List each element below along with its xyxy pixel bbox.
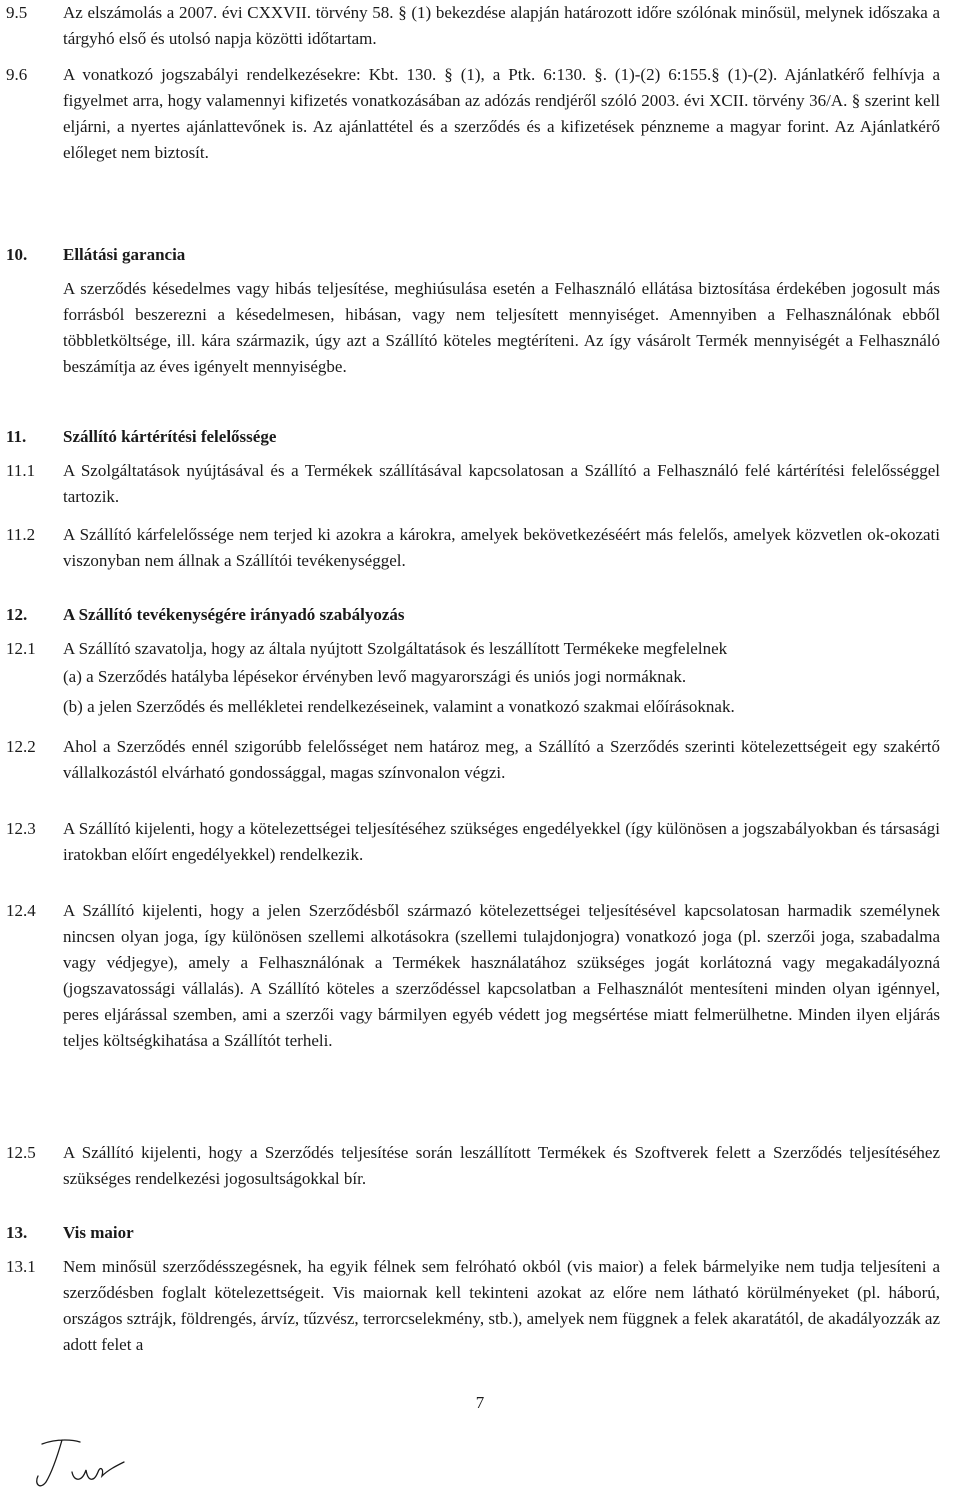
page-number: 7: [475, 1393, 485, 1412]
section-title: Ellátási garancia: [63, 245, 186, 264]
clause-text: Az elszámolás a 2007. évi CXXVII. törvény 58. § (1) bekezdése alapján határozott időre szólónak minősül, melynek időszaka a tárgyhó első és utolsó napja közötti időtartam.: [63, 3, 940, 48]
section-number: 12.: [6, 605, 28, 624]
clause-text: A vonatkozó jogszabályi rendelkezésekre: Kbt. 130. § (1), a Ptk. 6:130. §. (1)-(2) 6:155.§ (1)-(2). Ajánlatkérő felhívja a figyelmet arra, hogy valamennyi kifizetés vonatkozásában az adózás rendjéről szóló 2003. évi XCII. törvény 36/A. § szerint kell eljárni, a nyertes ajánlattevőnek is. Az ajánlattétel és a szerződés és a kifizetések pénzneme a magyar forint. Az Ajánlatkérő előleget nem biztosít.: [63, 65, 940, 162]
signature-initials: [28, 1432, 138, 1492]
clause-text: A Szállító kijelenti, hogy a Szerződés teljesítése során leszállított Termékek és Szoftverek felett a Szerződés teljesítéséhez szükséges rendelkezési jogosultságokkal bír.: [63, 1143, 940, 1188]
section-number: 13.: [6, 1223, 28, 1242]
clause-number: 11.2: [6, 525, 36, 544]
section-title: Vis maior: [63, 1223, 134, 1242]
clause-number: 9.5: [6, 3, 28, 22]
clause-text: Nem minősül szerződésszegésnek, ha egyik félnek sem felróható okból (vis maior) a felek bármelyike nem tudja teljesíteni a szerződésben foglalt kötelezettségeit. Vis maiornak kell tekinteni azokat az előre nem látható körülményeket (pl. háború, országos sztrájk, földrengés, árvíz, tűzvész, terrorcselekmény, stb.), amelyek nem függnek a felek akaratától, de akadályozzák az adott felet a: [63, 1257, 940, 1354]
paragraph: A szerződés késedelmes vagy hibás teljesítése, meghiúsulása esetén a Felhasználó ellátása biztosítása érdekében jogosult más forrásból beszerezni a késedelmesen, hibásan, vagy nem teljesített mennyiséget. Amennyiben a Felhasználónak ebből többletköltsége, ill. kára származik, úgy azt a Szállító köteles megtéríteni. Az így vásárolt Termék mennyiségét a Felhasználó beszámítja az éves igényelt mennyiségbe.: [63, 279, 940, 376]
list-item: (b) a jelen Szerződés és mellékletei rendelkezéseinek, valamint a vonatkozó szakmai előírásoknak.: [63, 697, 735, 716]
clause-number: 11.1: [6, 461, 36, 480]
clause-number: 13.1: [6, 1257, 36, 1276]
clause-text: A Szolgáltatások nyújtásával és a Termékek szállításával kapcsolatosan a Szállító a Felhasználó felé kártérítési felelősséggel tartozik.: [63, 461, 940, 506]
clause-text: A Szállító kárfelelőssége nem terjed ki azokra a károkra, amelyek bekövetkezéséért más felelős, amelyek közvetlen ok-okozati viszonyban nem állnak a Szállítói tevékenységgel.: [63, 525, 940, 570]
list-item: (a) a Szerződés hatályba lépésekor érvényben levő magyarországi és uniós jogi normáknak.: [63, 667, 687, 686]
clause-number: 12.3: [6, 819, 36, 838]
clause-text: A Szállító kijelenti, hogy a kötelezettségei teljesítéséhez szükséges engedélyekkel (így különösen a jogszabályokban és társasági iratokban előírt engedélyekkel) rendelkezik.: [63, 819, 940, 864]
section-title: Szállító kártérítési felelőssége: [63, 427, 277, 446]
clause-number: 12.4: [6, 901, 36, 920]
clause-number: 12.5: [6, 1143, 36, 1162]
section-number: 10.: [6, 245, 28, 264]
clause-number: 9.6: [6, 65, 28, 84]
section-number: 11.: [6, 427, 27, 446]
section-title: A Szállító tevékenységére irányadó szabályozás: [63, 605, 405, 624]
clause-text: A Szállító kijelenti, hogy a jelen Szerződésből származó kötelezettségei teljesítésével kapcsolatosan harmadik személynek nincsen olyan joga, így különösen szellemi alkotásokra (szellemi tulajdonjogra) vonatkozó joga (pl. szerzői joga, szabadalma vagy védjegye), amely a Felhasználónak a Termékek használatához szükséges jogát korlátozná vagy megakadályozná (jogszavatossági vállalás). A Szállító köteles a szerződéssel kapcsolatban a Felhasználót mentesíteni minden olyan igénnyel, peres eljárással szemben, ami a szerzői vagy bármilyen egyéb védett jog megsértése miatt felmerülhetne. Minden ilyen eljárás teljes költségkihatása a Szállítót terheli.: [63, 901, 940, 1050]
clause-number: 12.1: [6, 639, 36, 658]
clause-number: 12.2: [6, 737, 36, 756]
clause-text: Ahol a Szerződés ennél szigorúbb felelősséget nem határoz meg, a Szállító a Szerződés szerinti kötelezettségeit egy szakértő vállalkozástól elvárható gondossággal, magas színvonalon végzi.: [63, 737, 940, 782]
clause-text: A Szállító szavatolja, hogy az általa nyújtott Szolgáltatások és leszállított Termékeke megfelelnek: [63, 639, 728, 658]
